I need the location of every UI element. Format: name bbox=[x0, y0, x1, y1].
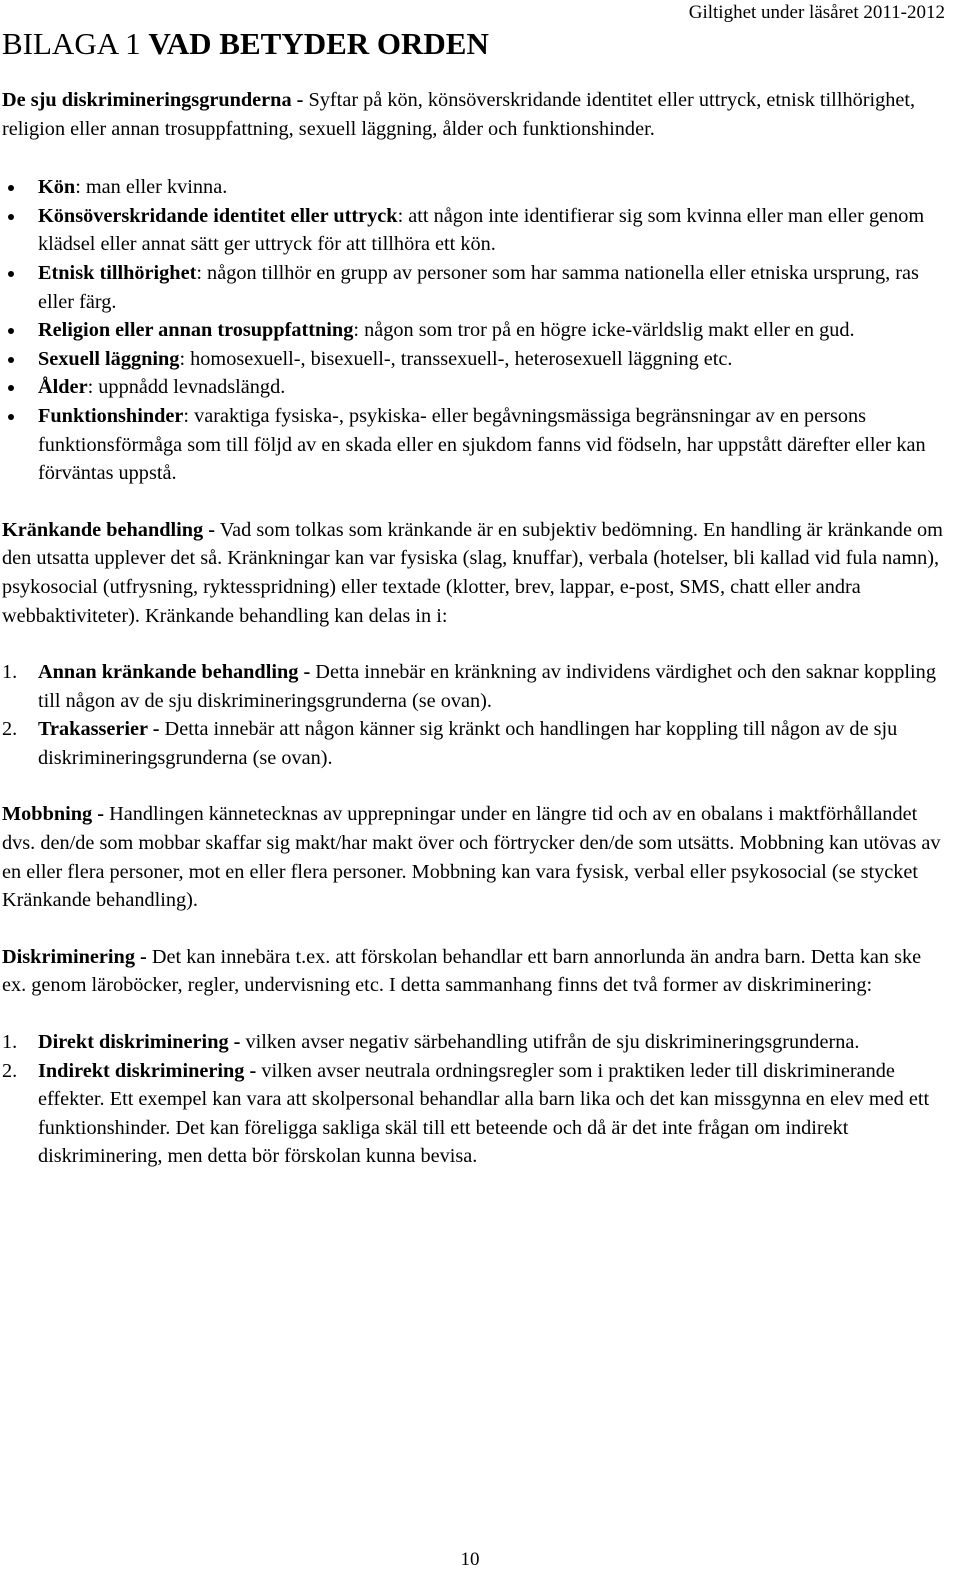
type-term: Direkt diskriminering - bbox=[38, 1031, 241, 1054]
ground-term: Funktionshinder bbox=[38, 404, 184, 427]
bullet-icon bbox=[8, 414, 14, 420]
list-item bbox=[2, 715, 950, 772]
list-number: 1. bbox=[2, 661, 18, 684]
ground-text: : någon som tror på en högre icke-världslig makt eller en gud. bbox=[353, 319, 855, 342]
list-item bbox=[2, 316, 950, 345]
ground-term: Sexuell läggning bbox=[38, 347, 180, 370]
type-term: Annan kränkande behandling - bbox=[38, 661, 311, 684]
ground-term: Religion eller annan trosuppfattning bbox=[38, 319, 354, 342]
list-number: 1. bbox=[2, 1031, 18, 1054]
document-body bbox=[2, 86, 950, 1171]
list-number: 2. bbox=[2, 718, 18, 741]
type-text: vilken avser neutrala ordningsregler som i praktiken leder till diskriminerande effekter. Ett exempel kan vara att skolpersonal behandlar alla barn lika och det kan missgynna en elev med ett funktionshinder. Det kan föreligga sakliga skäl till ett beteende och då är det inte frågan om indirekt diskriminering, men detta bör förskolan kunna bevisa. bbox=[38, 1059, 930, 1168]
intro-paragraph bbox=[2, 86, 950, 143]
type-term: Trakasserier - bbox=[38, 718, 160, 741]
intro-term: De sju diskrimineringsgrunderna - bbox=[2, 89, 304, 111]
type-text: vilken avser negativ särbehandling utifrån de sju diskrimineringsgrunderna. bbox=[240, 1031, 860, 1054]
list-item bbox=[2, 173, 950, 202]
ground-text: : uppnådd levnadslängd. bbox=[87, 376, 286, 399]
diskriminering-term: Diskriminering - bbox=[2, 945, 147, 968]
bullet-icon bbox=[8, 185, 14, 191]
list-item bbox=[2, 373, 950, 402]
mobbning-paragraph bbox=[2, 800, 950, 914]
type-text: Detta innebär en kränkning av individens värdighet och den saknar koppling till någon av de sju diskrimineringsgrunderna (se ovan). bbox=[38, 661, 936, 712]
bullet-icon bbox=[8, 271, 14, 277]
list-number: 2. bbox=[2, 1059, 18, 1082]
bullet-icon bbox=[8, 385, 14, 391]
ground-text: : att någon inte identifierar sig som kvinna eller man eller genom klädsel eller annat sätt ger uttryck för att tillhöra ett kön. bbox=[38, 204, 925, 256]
krankande-types-list bbox=[2, 658, 950, 772]
list-item bbox=[2, 402, 950, 488]
type-text: Detta innebär att någon känner sig kränkt och handlingen har koppling till någon av de sju diskrimineringsgrunderna (se ovan). bbox=[38, 718, 898, 769]
bullet-icon bbox=[8, 328, 14, 334]
ground-text: : någon tillhör en grupp av personer som har samma nationella eller etniska ursprung, ras eller färg. bbox=[38, 261, 919, 313]
diskriminering-types-list bbox=[2, 1028, 950, 1171]
diskriminering-paragraph bbox=[2, 943, 950, 1000]
ground-text: : varaktiga fysiska-, psykiska- eller begåvningsmässiga begränsningar av en persons funktionsförmåga som till följd av en skada eller en sjukdom fanns vid födseln, har uppstått därefter eller kan förväntas uppstå. bbox=[38, 404, 926, 485]
ground-term: Etnisk tillhörighet bbox=[38, 261, 197, 284]
diskriminering-text: Det kan innebära t.ex. att förskolan behandlar ett barn annorlunda än andra barn. Detta kan ske ex. genom läroböcker, regler, undervisning etc. I detta sammanhang finns det två former av diskriminering: bbox=[2, 945, 922, 997]
intro-text: Syftar på kön, könsöverskridande identitet eller uttryck, etnisk tillhörighet, religion eller annan trosuppfattning, sexuell läggning, ålder och funktionshinder. bbox=[2, 89, 916, 140]
list-item bbox=[2, 1028, 950, 1057]
ground-term: Könsöverskridande identitet eller uttryck bbox=[38, 204, 398, 227]
bullet-icon bbox=[8, 214, 14, 220]
ground-term: Ålder bbox=[38, 376, 88, 399]
list-item bbox=[2, 202, 950, 259]
mobbning-term: Mobbning - bbox=[2, 803, 105, 826]
page-number: 10 bbox=[460, 1549, 480, 1570]
krankande-term: Kränkande behandling - bbox=[2, 518, 216, 541]
page-title bbox=[2, 24, 489, 64]
validity-note: Giltighet under läsåret 2011-2012 bbox=[688, 2, 945, 23]
page-header bbox=[0, 0, 960, 70]
list-item bbox=[2, 658, 950, 715]
list-item bbox=[2, 259, 950, 316]
list-item bbox=[2, 345, 950, 374]
grounds-list bbox=[2, 173, 950, 488]
list-item bbox=[2, 1057, 950, 1171]
ground-text: : homosexuell-, bisexuell-, transsexuell-, heterosexuell läggning etc. bbox=[179, 347, 733, 370]
krankande-text: Vad som tolkas som kränkande är en subjektiv bedömning. En handling är kränkande om den utsatta upplever det så. Kränkningar kan var fysiska (slag, knuffar), verbala (hotelser, bli kallad vid fula namn), psykosocial (utfrysning, ryktesspridning) eller textade (klotter, brev, lappar, e-post, SMS, chatt eller andra webbaktiviteter). Kränkande behandling kan delas in i: bbox=[2, 518, 943, 627]
ground-text: : man eller kvinna. bbox=[75, 176, 228, 199]
ground-term: Kön bbox=[38, 176, 76, 199]
title-prefix: BILAGA 1 bbox=[2, 26, 141, 61]
mobbning-text: Handlingen kännetecknas av upprepningar under en längre tid och av en obalans i maktförhållandet dvs. den/de som mobbar skaffar sig makt/har makt över och förtrycker den/de som utsätts. Mobbning kan utövas av en eller flera personer, mot en eller flera personer. Mobbning kan vara fysisk, verbal eller psykosocial (se stycket Kränkande behandling). bbox=[2, 803, 941, 912]
krankande-paragraph bbox=[2, 516, 950, 630]
bullet-icon bbox=[8, 357, 14, 363]
title-bold: VAD BETYDER ORDEN bbox=[148, 26, 489, 61]
type-term: Indirekt diskriminering - bbox=[38, 1059, 257, 1082]
